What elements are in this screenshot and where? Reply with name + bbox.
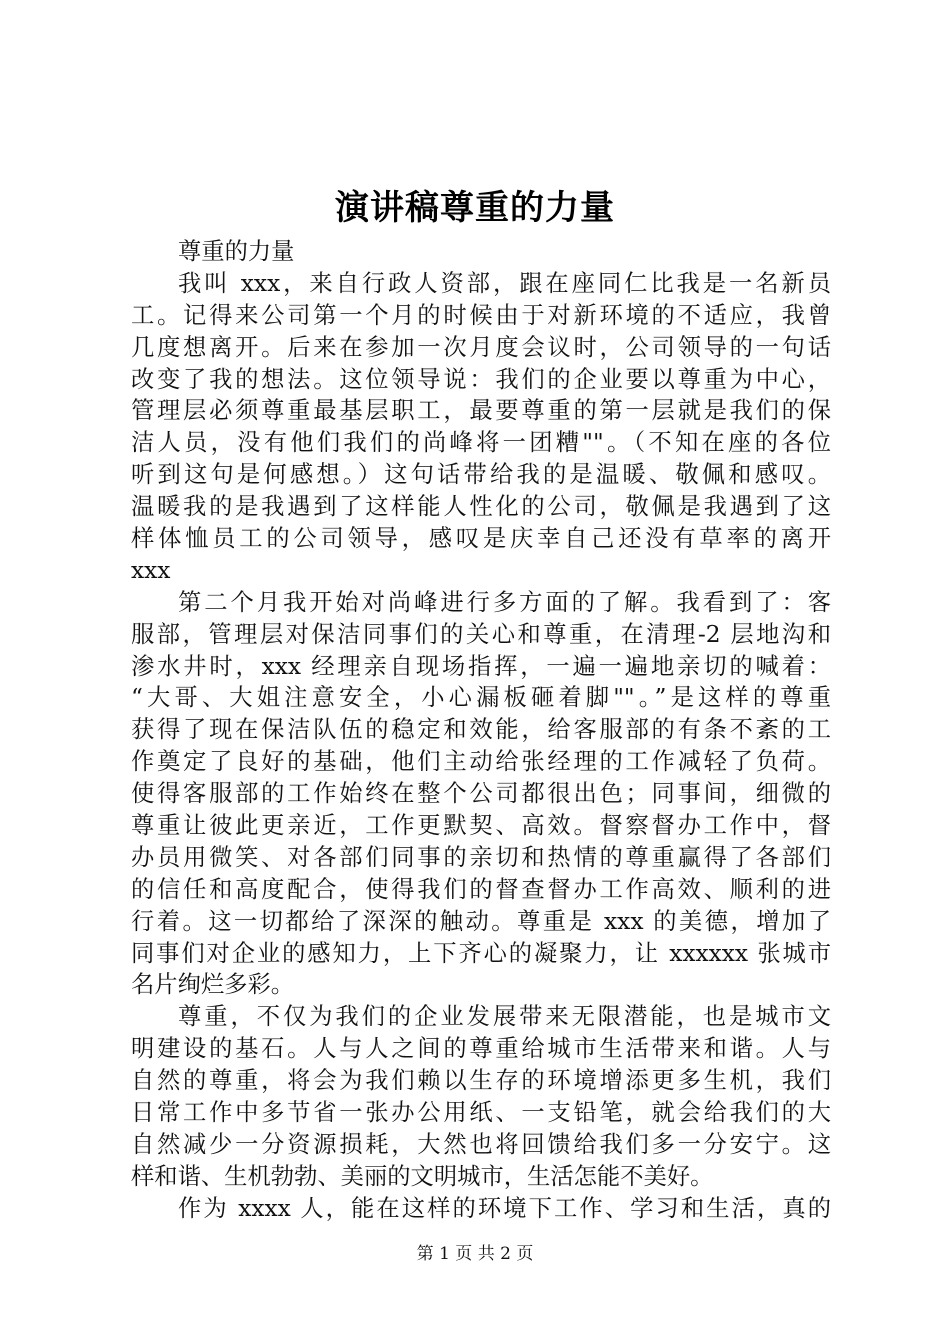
- text-line: 自然的尊重，将会为我们赖以生存的环境增添更多生机，我们: [131, 1067, 831, 1095]
- text-line: 行着。这一切都给了深深的触动。尊重是 xxx 的美德，增加了: [131, 907, 831, 935]
- document-title: 演讲稿尊重的力量: [335, 188, 615, 228]
- text-line: 几度想离开。后来在参加一次月度会议时，公司领导的一句话: [131, 333, 831, 361]
- text-line: 管理层必须尊重最基层职工，最要尊重的第一层就是我们的保: [131, 397, 831, 425]
- text-line: 作奠定了良好的基础，他们主动给张经理的工作减轻了负荷。: [131, 748, 831, 776]
- text-line: 样体恤员工的公司领导，感叹是庆幸自己还没有草率的离开: [131, 525, 831, 553]
- text-line: 作为 xxxx 人，能在这样的环境下工作、学习和生活，真的: [178, 1194, 831, 1222]
- text-line: 日常工作中多节省一张办公用纸、一支铅笔，就会给我们的大: [131, 1099, 831, 1127]
- text-line: 明建设的基石。人与人之间的尊重给城市生活带来和谐。人与: [131, 1035, 831, 1063]
- text-line: 获得了现在保洁队伍的稳定和效能，给客服部的有条不紊的工: [131, 716, 831, 744]
- text-line: 服部，管理层对保洁同事们的关心和尊重，在清理-2 层地沟和: [131, 620, 831, 648]
- text-line: 温暖我的是我遇到了这样能人性化的公司，敬佩是我遇到了这: [131, 493, 831, 521]
- text-line: 洁人员，没有他们我们的尚峰将一团糟""。（不知在座的各位: [131, 429, 831, 457]
- text-line: 听到这句是何感想。）这句话带给我的是温暖、敬佩和感叹。: [131, 461, 831, 489]
- text-line: 样和谐、生机勃勃、美丽的文明城市，生活怎能不美好。: [131, 1162, 714, 1190]
- text-line: 渗水井时，xxx 经理亲自现场指挥，一遍一遍地亲切的喊着：: [131, 652, 831, 680]
- document-body: [131, 236, 831, 1225]
- text-line: 的信任和高度配合，使得我们的督查督办工作高效、顺利的进: [131, 875, 831, 903]
- text-line: 尊重的力量: [178, 238, 295, 265]
- text-line: 自然减少一分资源损耗，大然也将回馈给我们多一分安宁。这: [131, 1130, 831, 1158]
- text-line: 工。记得来公司第一个月的时候由于对新环境的不适应，我曾: [131, 301, 831, 329]
- text-line: 使得客服部的工作始终在整个公司都很出色；同事间，细微的: [131, 780, 831, 808]
- text-line: xxx: [131, 556, 171, 584]
- text-line: 我叫 xxx，来自行政人资部，跟在座同仁比我是一名新员: [178, 269, 831, 297]
- text-line: 同事们对企业的感知力，上下齐心的凝聚力，让 xxxxxx 张城市: [131, 939, 831, 967]
- text-line: 第二个月我开始对尚峰进行多方面的了解。我看到了：客: [178, 588, 831, 616]
- text-line: 改变了我的想法。这位领导说：我们的企业要以尊重为中心，: [131, 365, 831, 393]
- text-line: 办员用微笑、对各部们同事的亲切和热情的尊重赢得了各部们: [131, 843, 831, 871]
- text-line: 尊重，不仅为我们的企业发展带来无限潜能，也是城市文: [178, 1003, 831, 1031]
- text-line: 尊重让彼此更亲近，工作更默契、高效。督察督办工作中，督: [131, 812, 831, 840]
- page-footer: 第 1 页 共 2 页: [416, 1244, 534, 1264]
- text-line: “大哥、大姐注意安全，小心漏板砸着脚""。”是这样的尊重: [131, 684, 831, 712]
- text-line: 名片绚烂多彩。: [131, 971, 295, 999]
